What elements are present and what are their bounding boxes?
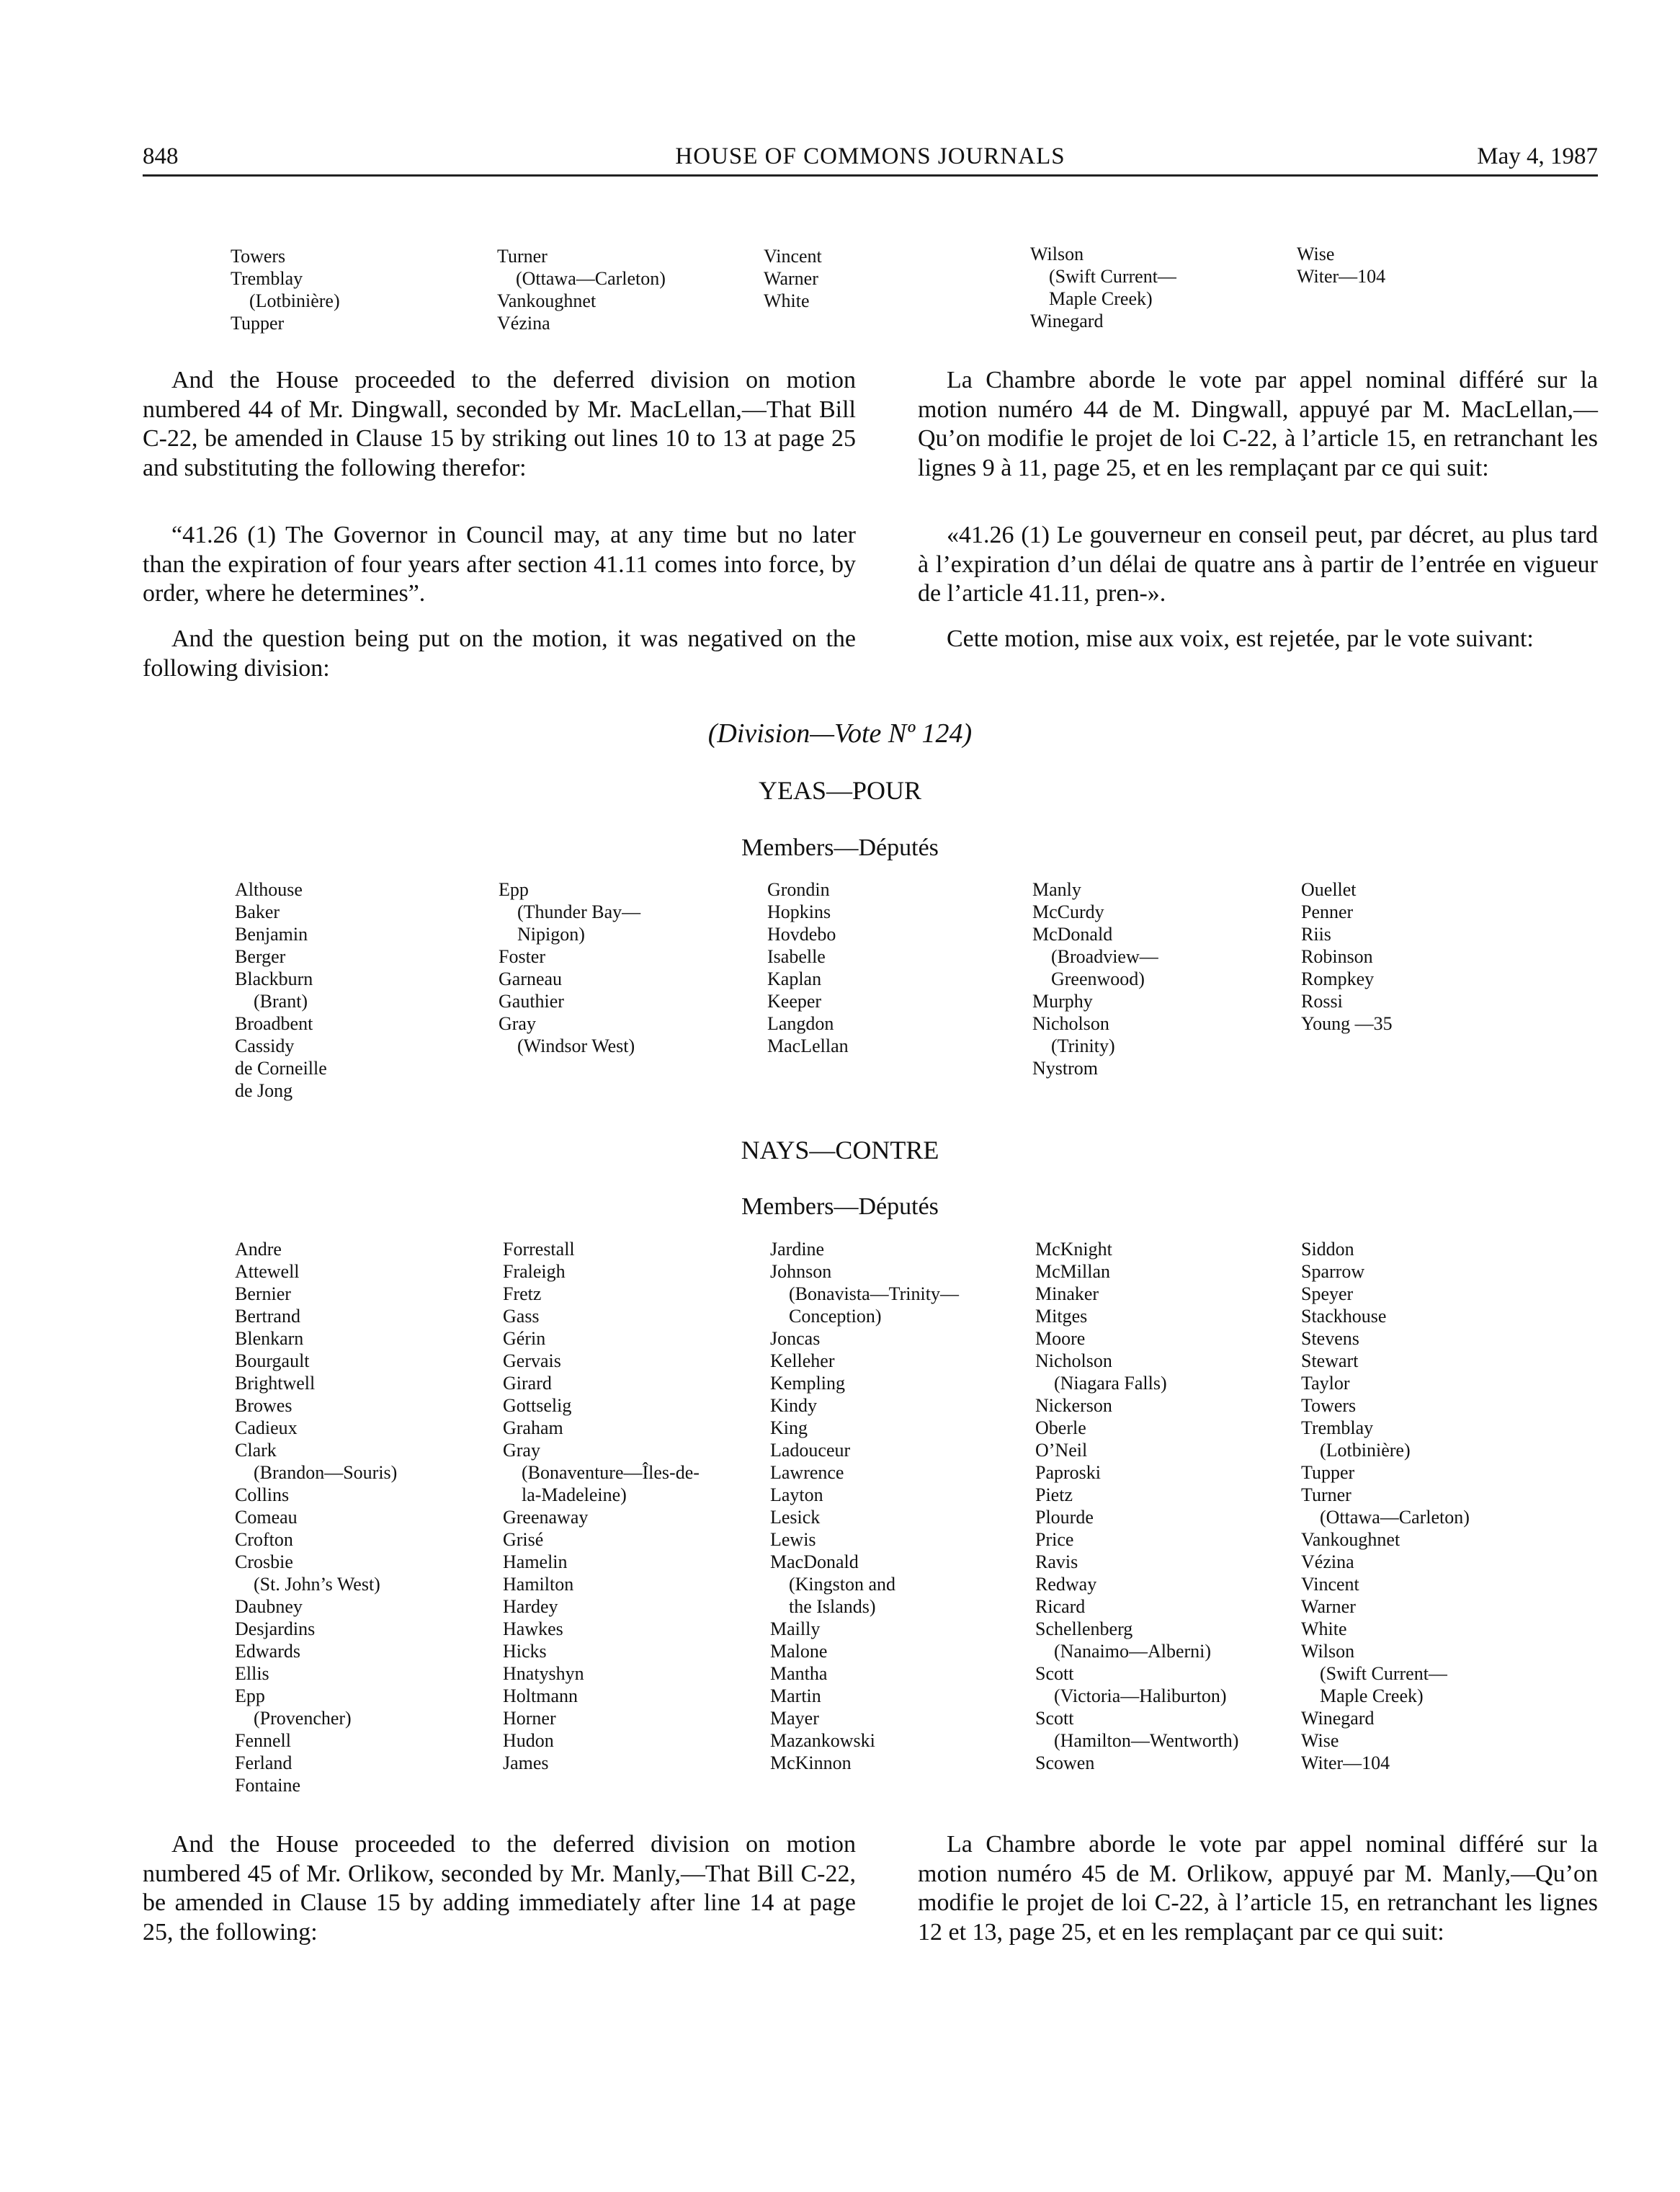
member-name: Ferland [235,1752,292,1773]
member-name: Fontaine [235,1775,300,1796]
member-name: Scowen [1035,1752,1095,1773]
member-name: Fretz [503,1283,542,1304]
member-name: O’Neil [1035,1440,1088,1461]
member-name: Collins [235,1484,290,1505]
motion-44-intro-fr: La Chambre aborde le vote par appel nominal différé sur la motion numéro 44 de M. Dingwall, appuyé par M. MacLellan,—Qu’on modifie le projet de loi C-22, à l’article 15, en retranchant les lignes 9 à 11, page 25, et en les remplaçant par ce qui suit: [918,367,1598,481]
member-name: Crosbie [235,1551,293,1572]
name-column [1030,243,1176,332]
member-name: (Ottawa—Carleton) [1301,1507,1470,1528]
member-name: Crofton [235,1529,293,1550]
member-name: Clark [235,1440,277,1461]
member-name: Baker [235,901,280,922]
member-name: Tremblay [231,268,303,289]
member-name: Blackburn [235,968,313,989]
member-name: Comeau [235,1507,298,1528]
member-name: Ellis [235,1663,269,1684]
member-name: Tupper [1301,1462,1355,1483]
motion-45-intro-fr: La Chambre aborde le vote par appel nominal différé sur la motion numéro 45 de M. Orlikow, appuyé par M. Manly,—Qu’on modifie le projet de loi C-22, à l’article 15, en retranchant les lignes 12 et 13, page 25, et en les remplaçant par ce qui suit: [918,1831,1598,1946]
member-name: Joncas [770,1328,821,1349]
member-name: Gérin [503,1328,546,1349]
motion-44-question-en: And the question being put on the motion, it was negatived on the following division: [143,625,856,682]
name-column [1301,1238,1470,1774]
member-name: Mailly [770,1618,821,1639]
member-name: Mayer [770,1708,819,1729]
member-name: Gervais [503,1350,561,1371]
member-name: Taylor [1301,1373,1350,1394]
name-column [1035,1238,1238,1774]
member-name: Witer—104 [1301,1752,1390,1773]
name-column [231,245,340,334]
member-name: Garneau [499,968,563,989]
division-heading: (Division—Vote Nº 124) [707,718,973,749]
member-name: Manly [1032,879,1081,900]
member-name: Attewell [235,1261,300,1282]
member-name: Girard [503,1373,552,1394]
member-name: Gottselig [503,1395,572,1416]
name-column [1301,878,1393,1035]
member-name: Witer—104 [1297,266,1386,287]
member-name: Towers [231,246,286,267]
member-name: the Islands) [770,1596,876,1617]
member-name: Nipigon) [499,924,585,945]
member-name: Wise [1301,1730,1339,1751]
member-name: Cadieux [235,1417,298,1438]
member-name: Siddon [1301,1239,1354,1260]
name-column [1297,243,1385,288]
member-name: MacLellan [767,1035,849,1056]
member-name: MacDonald [770,1551,859,1572]
journal-title: HOUSE OF COMMONS JOURNALS [675,143,1065,169]
member-name: Warner [1301,1596,1356,1617]
member-name: Tupper [231,313,285,334]
name-column [503,1238,700,1774]
member-name: Broadbent [235,1013,313,1034]
member-name: Nystrom [1032,1058,1098,1079]
member-name: Conception) [770,1306,882,1327]
member-name: Maple Creek) [1301,1685,1424,1706]
member-name: Nicholson [1035,1350,1112,1371]
name-column [764,245,822,312]
member-name: (Trinity) [1032,1035,1115,1056]
member-name: Warner [764,268,818,289]
member-name: Scott [1035,1663,1074,1684]
member-name: Vincent [1301,1574,1359,1595]
member-name: (Brandon—Souris) [235,1462,398,1483]
member-name: Vézina [497,313,550,334]
motion-45-intro-en: And the House proceeded to the deferred division on motion numbered 45 of Mr. Orlikow, seconded by Mr. Manly,—That Bill C-22, be amended in Clause 15 by adding immediately after line 14 at page 25, the following: [143,1831,856,1946]
member-name: Malone [770,1641,828,1662]
member-name: (Kingston and [770,1574,896,1595]
member-name: Desjardins [235,1618,316,1639]
member-name: Blenkarn [235,1328,304,1349]
member-name: Grondin [767,879,830,900]
name-column [499,878,640,1057]
member-name: Redway [1035,1574,1097,1595]
member-name: Gass [503,1306,540,1327]
member-name: (Lotbinière) [231,290,340,311]
member-name: Fennell [235,1730,291,1751]
member-name: Rossi [1301,991,1343,1012]
header-rule [143,174,1598,177]
name-column [235,878,327,1102]
member-name: (Niagara Falls) [1035,1373,1167,1394]
member-name: Speyer [1301,1283,1354,1304]
member-name: (Swift Current— [1301,1663,1447,1684]
member-name: Scott [1035,1708,1074,1729]
member-name: Vincent [764,246,822,267]
member-name: Murphy [1032,991,1093,1012]
member-name: Wilson [1301,1641,1355,1662]
member-name: Penner [1301,901,1354,922]
motion-44-quote-en: “41.26 (1) The Governor in Council may, at any time but no later than the expiration of four years after section 41.11 comes into force, by order, where he determines”. [143,522,856,607]
yeas-heading: YEAS—POUR [758,776,922,805]
member-name: McDonald [1032,924,1113,945]
member-name: Hicks [503,1641,547,1662]
member-name: (Swift Current— [1030,266,1176,287]
member-name: Bertrand [235,1306,300,1327]
journal-date: May 4, 1987 [1477,143,1598,169]
member-name: Grisé [503,1529,544,1550]
member-name: Bernier [235,1283,291,1304]
member-name: Greenwood) [1032,968,1145,989]
member-name: Pietz [1035,1484,1073,1505]
member-name: Althouse [235,879,303,900]
member-name: (Bonavista—Trinity— [770,1283,959,1304]
member-name: Nickerson [1035,1395,1112,1416]
member-name: Cassidy [235,1035,295,1056]
motion-44-quote-fr: «41.26 (1) Le gouverneur en conseil peut, par décret, au plus tard à l’expiration d’un délai de quatre ans à partir de l’entrée en vigueur de l’article 41.11, pren-». [918,522,1598,607]
member-name: (Victoria—Haliburton) [1035,1685,1227,1706]
member-name: (Hamilton—Wentworth) [1035,1730,1239,1751]
member-name: Holtmann [503,1685,578,1706]
nays-members-heading: Members—Députés [741,1193,939,1220]
page-header [143,140,1598,173]
member-name: Lesick [770,1507,821,1528]
member-name: Vankoughnet [1301,1529,1400,1550]
member-name: Ravis [1035,1551,1078,1572]
member-name: (Thunder Bay— [499,901,641,922]
name-column [1032,878,1158,1079]
member-name: (Nanaimo—Alberni) [1035,1641,1212,1662]
member-name: Lawrence [770,1462,844,1483]
member-name: Bourgault [235,1350,310,1371]
member-name: (Broadview— [1032,946,1158,967]
member-name: Jardine [770,1239,825,1260]
member-name: Fraleigh [503,1261,566,1282]
member-name: Horner [503,1708,556,1729]
member-name: Wilson [1030,244,1084,264]
yeas-members-heading: Members—Députés [741,834,939,861]
member-name: la-Madeleine) [503,1484,627,1505]
member-name: Schellenberg [1035,1618,1133,1639]
name-column [235,1238,397,1796]
member-name: Oberle [1035,1417,1086,1438]
member-name: (Bonaventure—Îles-de- [503,1462,700,1483]
name-column [770,1238,959,1774]
member-name: (Brant) [235,991,308,1012]
member-name: Daubney [235,1596,303,1617]
member-name: Edwards [235,1641,300,1662]
member-name: Forrestall [503,1239,575,1260]
member-name: Kindy [770,1395,817,1416]
member-name: (St. John’s West) [235,1574,380,1595]
nays-heading: NAYS—CONTRE [741,1136,939,1164]
member-name: de Corneille [235,1058,327,1079]
member-name: Kelleher [770,1350,835,1371]
member-name: Turner [497,246,548,267]
member-name: Andre [235,1239,282,1260]
member-name: Stackhouse [1301,1306,1387,1327]
member-name: Stewart [1301,1350,1359,1371]
member-name: Nicholson [1032,1013,1109,1034]
member-name: Kempling [770,1373,845,1394]
member-name: Ladouceur [770,1440,851,1461]
member-name: Langdon [767,1013,834,1034]
member-name: Hawkes [503,1618,563,1639]
member-name: Johnson [770,1261,832,1282]
member-name: Hamelin [503,1551,568,1572]
member-name: King [770,1417,808,1438]
member-name: Moore [1035,1328,1086,1349]
member-name: Mazankowski [770,1730,875,1751]
member-name: (Provencher) [235,1708,352,1729]
member-name: Winegard [1030,311,1104,331]
member-name: Vankoughnet [497,290,597,311]
member-name: White [1301,1618,1347,1639]
member-name: Hudon [503,1730,554,1751]
member-name: Epp [499,879,529,900]
name-column [767,878,849,1057]
member-name: Hnatyshyn [503,1663,584,1684]
member-name: McMillan [1035,1261,1110,1282]
member-name: Hovdebo [767,924,836,945]
member-name: Foster [499,946,545,967]
member-name: Hardey [503,1596,558,1617]
member-name: (Ottawa—Carleton) [497,268,666,289]
member-name: Isabelle [767,946,826,967]
page-number: 848 [143,143,179,169]
member-name: Hopkins [767,901,831,922]
member-name: Ricard [1035,1596,1086,1617]
member-name: Hamilton [503,1574,574,1595]
member-name: (Lotbinière) [1301,1440,1411,1461]
member-name: White [764,290,810,311]
member-name: Berger [235,946,286,967]
member-name: Gray [499,1013,536,1034]
name-column [497,245,666,334]
member-name: McKinnon [770,1752,852,1773]
member-name: Vézina [1301,1551,1354,1572]
member-name: Price [1035,1529,1074,1550]
member-name: McCurdy [1032,901,1104,922]
member-name: Lewis [770,1529,816,1550]
member-name: McKnight [1035,1239,1112,1260]
member-name: Minaker [1035,1283,1099,1304]
motion-44-intro-en: And the House proceeded to the deferred division on motion numbered 44 of Mr. Dingwall, seconded by Mr. MacLellan,—That Bill C-22, be amended in Clause 15 by striking out lines 10 to 13 at page 25 and substituting the following therefor: [143,367,856,481]
member-name: Epp [235,1685,265,1706]
member-name: Turner [1301,1484,1351,1505]
member-name: Sparrow [1301,1261,1365,1282]
member-name: Plourde [1035,1507,1094,1528]
motion-44-question-fr: Cette motion, mise aux voix, est rejetée, par le vote suivant: [947,625,1534,652]
member-name: Mitges [1035,1306,1088,1327]
member-name: Tremblay [1301,1417,1374,1438]
member-name: Martin [770,1685,821,1706]
member-name: Stevens [1301,1328,1359,1349]
member-name: Benjamin [235,924,308,945]
member-name: James [503,1752,549,1773]
member-name: Young —35 [1301,1013,1393,1034]
member-name: Winegard [1301,1708,1375,1729]
member-name: Towers [1301,1395,1357,1416]
member-name: Brightwell [235,1373,316,1394]
member-name: Greenaway [503,1507,589,1528]
member-name: Graham [503,1417,563,1438]
member-name: Browes [235,1395,292,1416]
member-name: Kaplan [767,968,822,989]
member-name: Riis [1301,924,1331,945]
member-name: Maple Creek) [1030,288,1153,309]
member-name: Paproski [1035,1462,1101,1483]
member-name: Wise [1297,244,1335,264]
member-name: Robinson [1301,946,1373,967]
member-name: (Windsor West) [499,1035,635,1056]
member-name: Keeper [767,991,822,1012]
member-name: Gray [503,1440,540,1461]
member-name: Rompkey [1301,968,1375,989]
member-name: Layton [770,1484,823,1505]
member-name: de Jong [235,1080,293,1101]
member-name: Ouellet [1301,879,1357,900]
member-name: Gauthier [499,991,564,1012]
member-name: Mantha [770,1663,828,1684]
